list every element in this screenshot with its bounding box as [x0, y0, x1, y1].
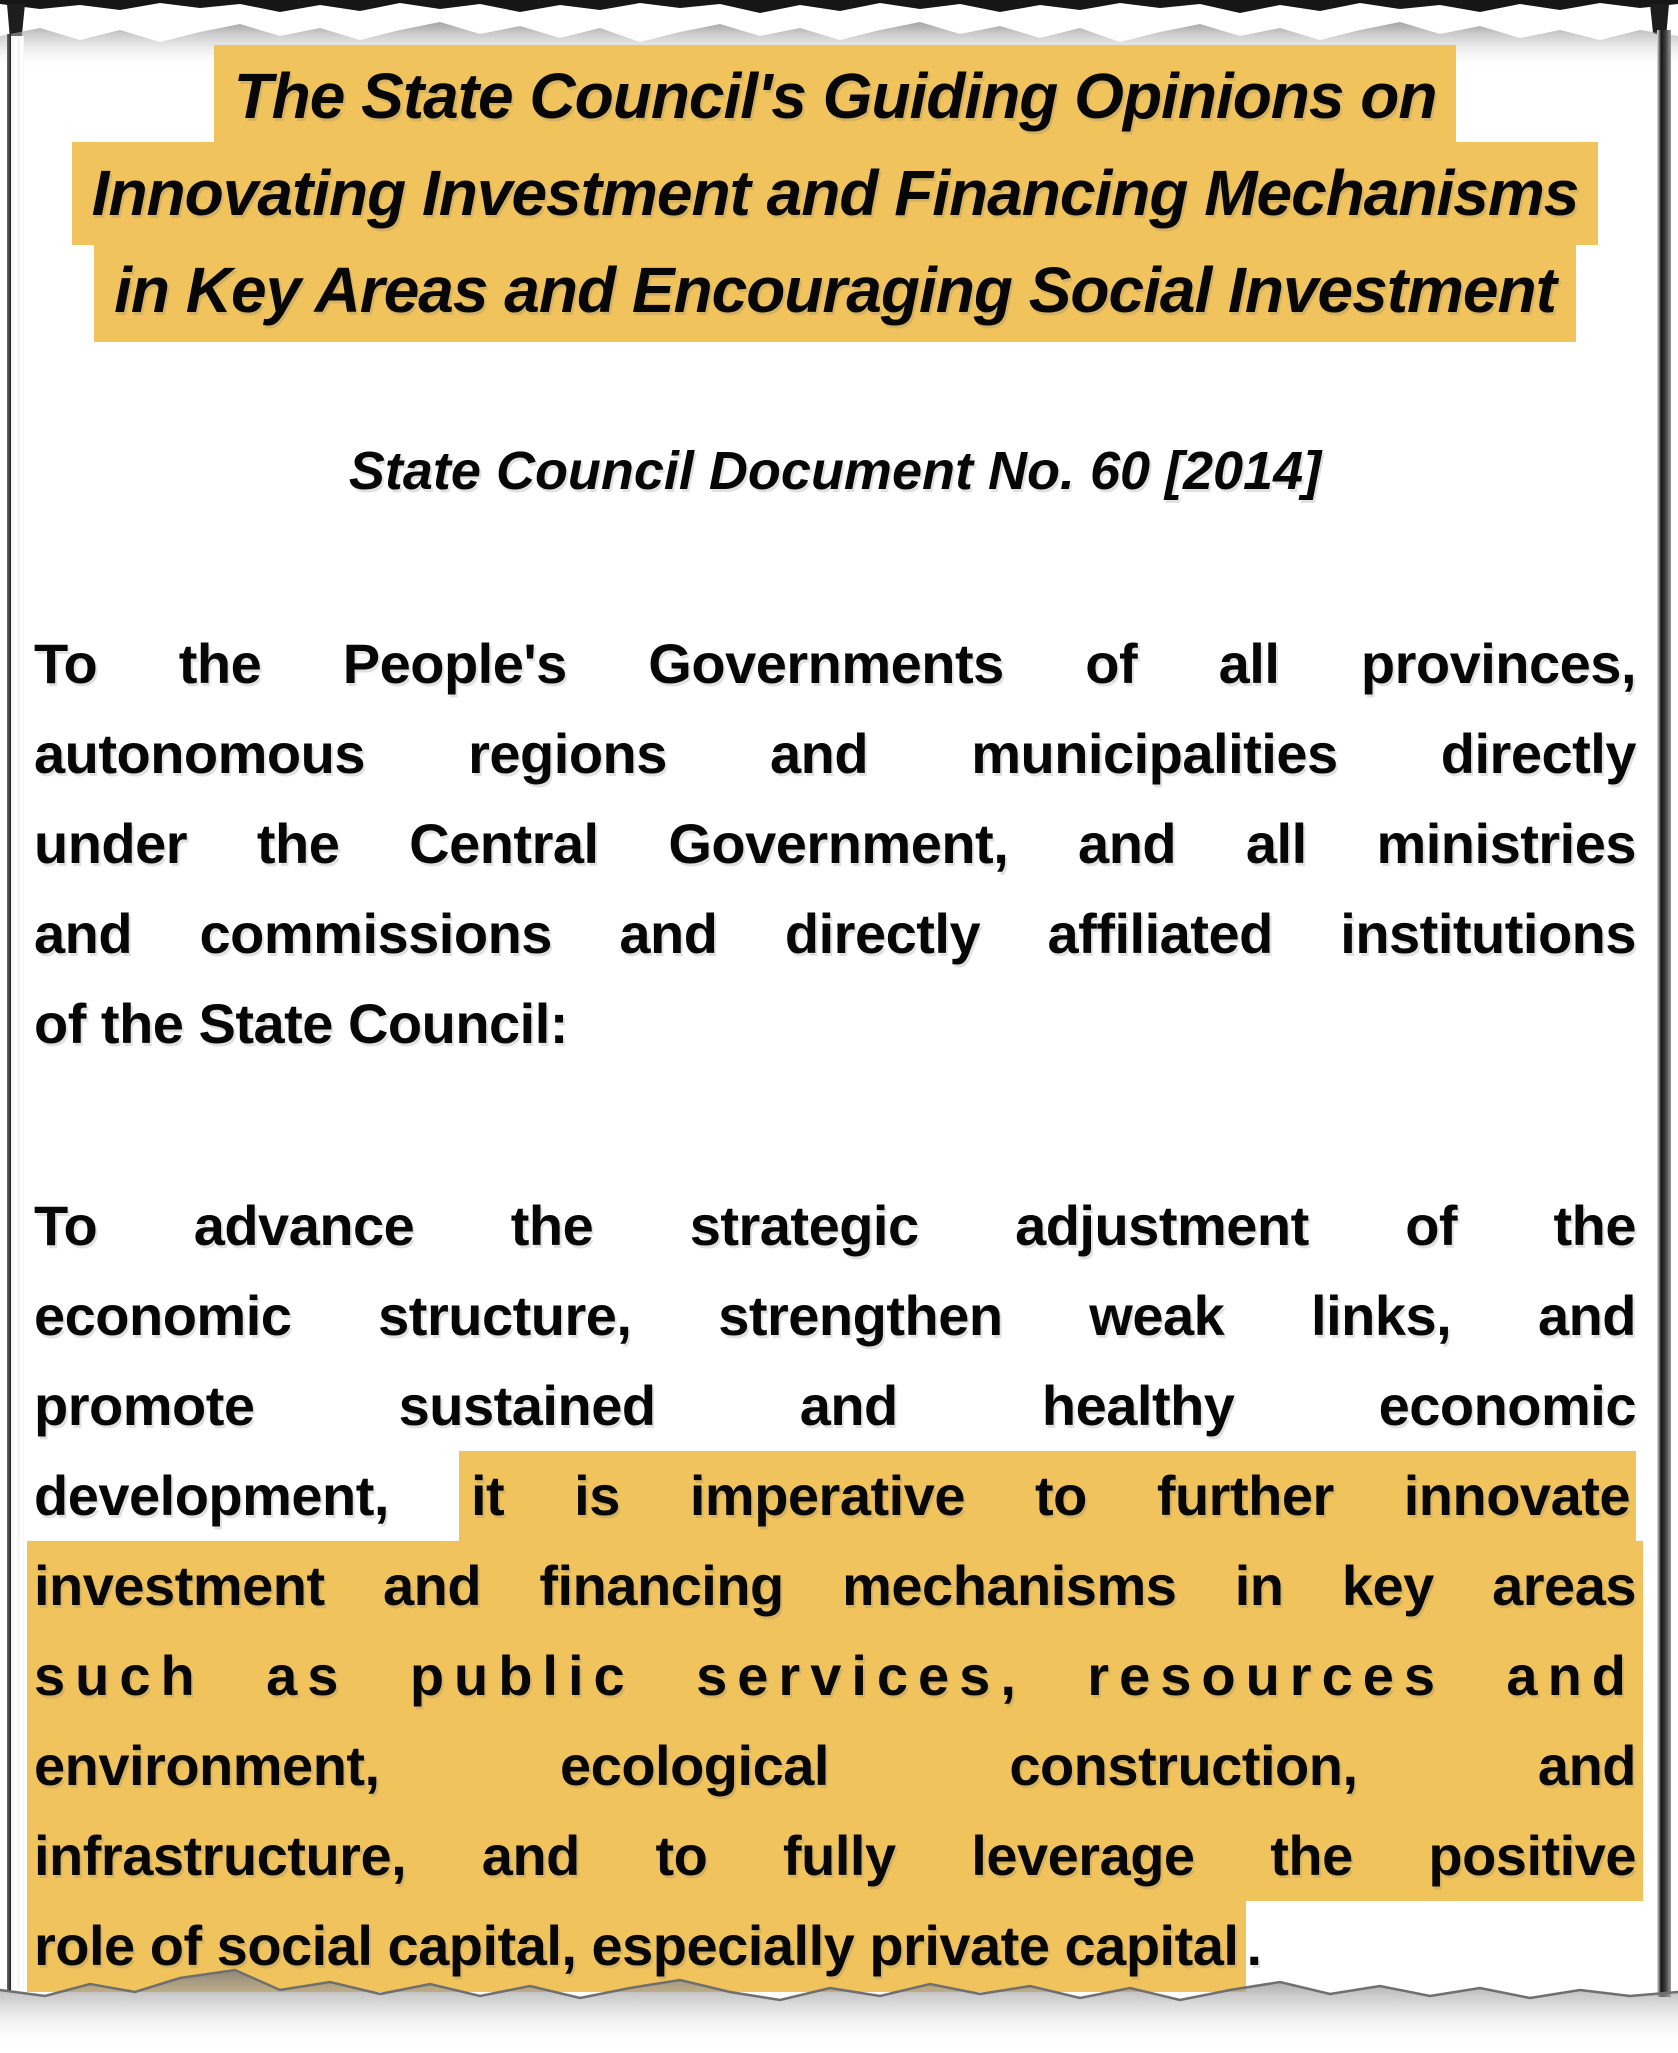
- body-line-5-highlight: investment and financing mechanisms in key areas: [27, 1541, 1643, 1631]
- salutation-paragraph: [34, 619, 1636, 1069]
- body-line-2: economic structure, strengthen weak links, and: [34, 1284, 1636, 1347]
- page-left-inner-shadow: [11, 36, 24, 1989]
- title-line: [34, 48, 1636, 145]
- body-line-1: To advance the strategic adjustment of the: [34, 1194, 1636, 1257]
- body-line-4: [34, 1451, 1636, 1541]
- title-highlight-line-1: The State Council's Guiding Opinions on: [214, 45, 1457, 148]
- salutation-line-2: autonomous regions and municipalities directly: [34, 722, 1636, 785]
- body-line-4-highlight: it is imperative to further innovate: [459, 1451, 1636, 1542]
- document-title: [34, 48, 1636, 339]
- body-line-6-highlight: such as public services, resources and: [27, 1631, 1643, 1721]
- salutation-line-1: To the People's Governments of all provinces,: [34, 632, 1636, 695]
- title-highlight-line-3: in Key Areas and Encouraging Social Investment: [94, 239, 1576, 342]
- body-line-9-highlight: role of social capital, especially private capital: [27, 1901, 1246, 1992]
- body-line-7-highlight: environment, ecological construction, and: [27, 1721, 1643, 1811]
- torn-edge-bottom-icon: [0, 1964, 1678, 2053]
- title-line: [34, 242, 1636, 339]
- page-right-border: [1657, 30, 1671, 1997]
- title-line: [34, 145, 1636, 242]
- salutation-line-5: of the State Council:: [34, 992, 568, 1055]
- salutation-line-3: under the Central Government, and all ministries: [34, 812, 1636, 875]
- document-content: [34, 0, 1636, 1991]
- title-highlight-line-2: Innovating Investment and Financing Mechanisms: [72, 142, 1599, 245]
- salutation-line-4: and commissions and directly affiliated institutions: [34, 902, 1636, 965]
- body-line-3: promote sustained and healthy economic: [34, 1374, 1636, 1437]
- body-line-4-plain: development,: [34, 1464, 389, 1527]
- body-line-8-highlight: infrastructure, and to fully leverage the positive: [27, 1811, 1643, 1901]
- body-paragraph: [34, 1181, 1636, 1991]
- document-number: State Council Document No. 60 [2014]: [348, 441, 1322, 501]
- body-line-9-period: .: [1246, 1914, 1262, 1977]
